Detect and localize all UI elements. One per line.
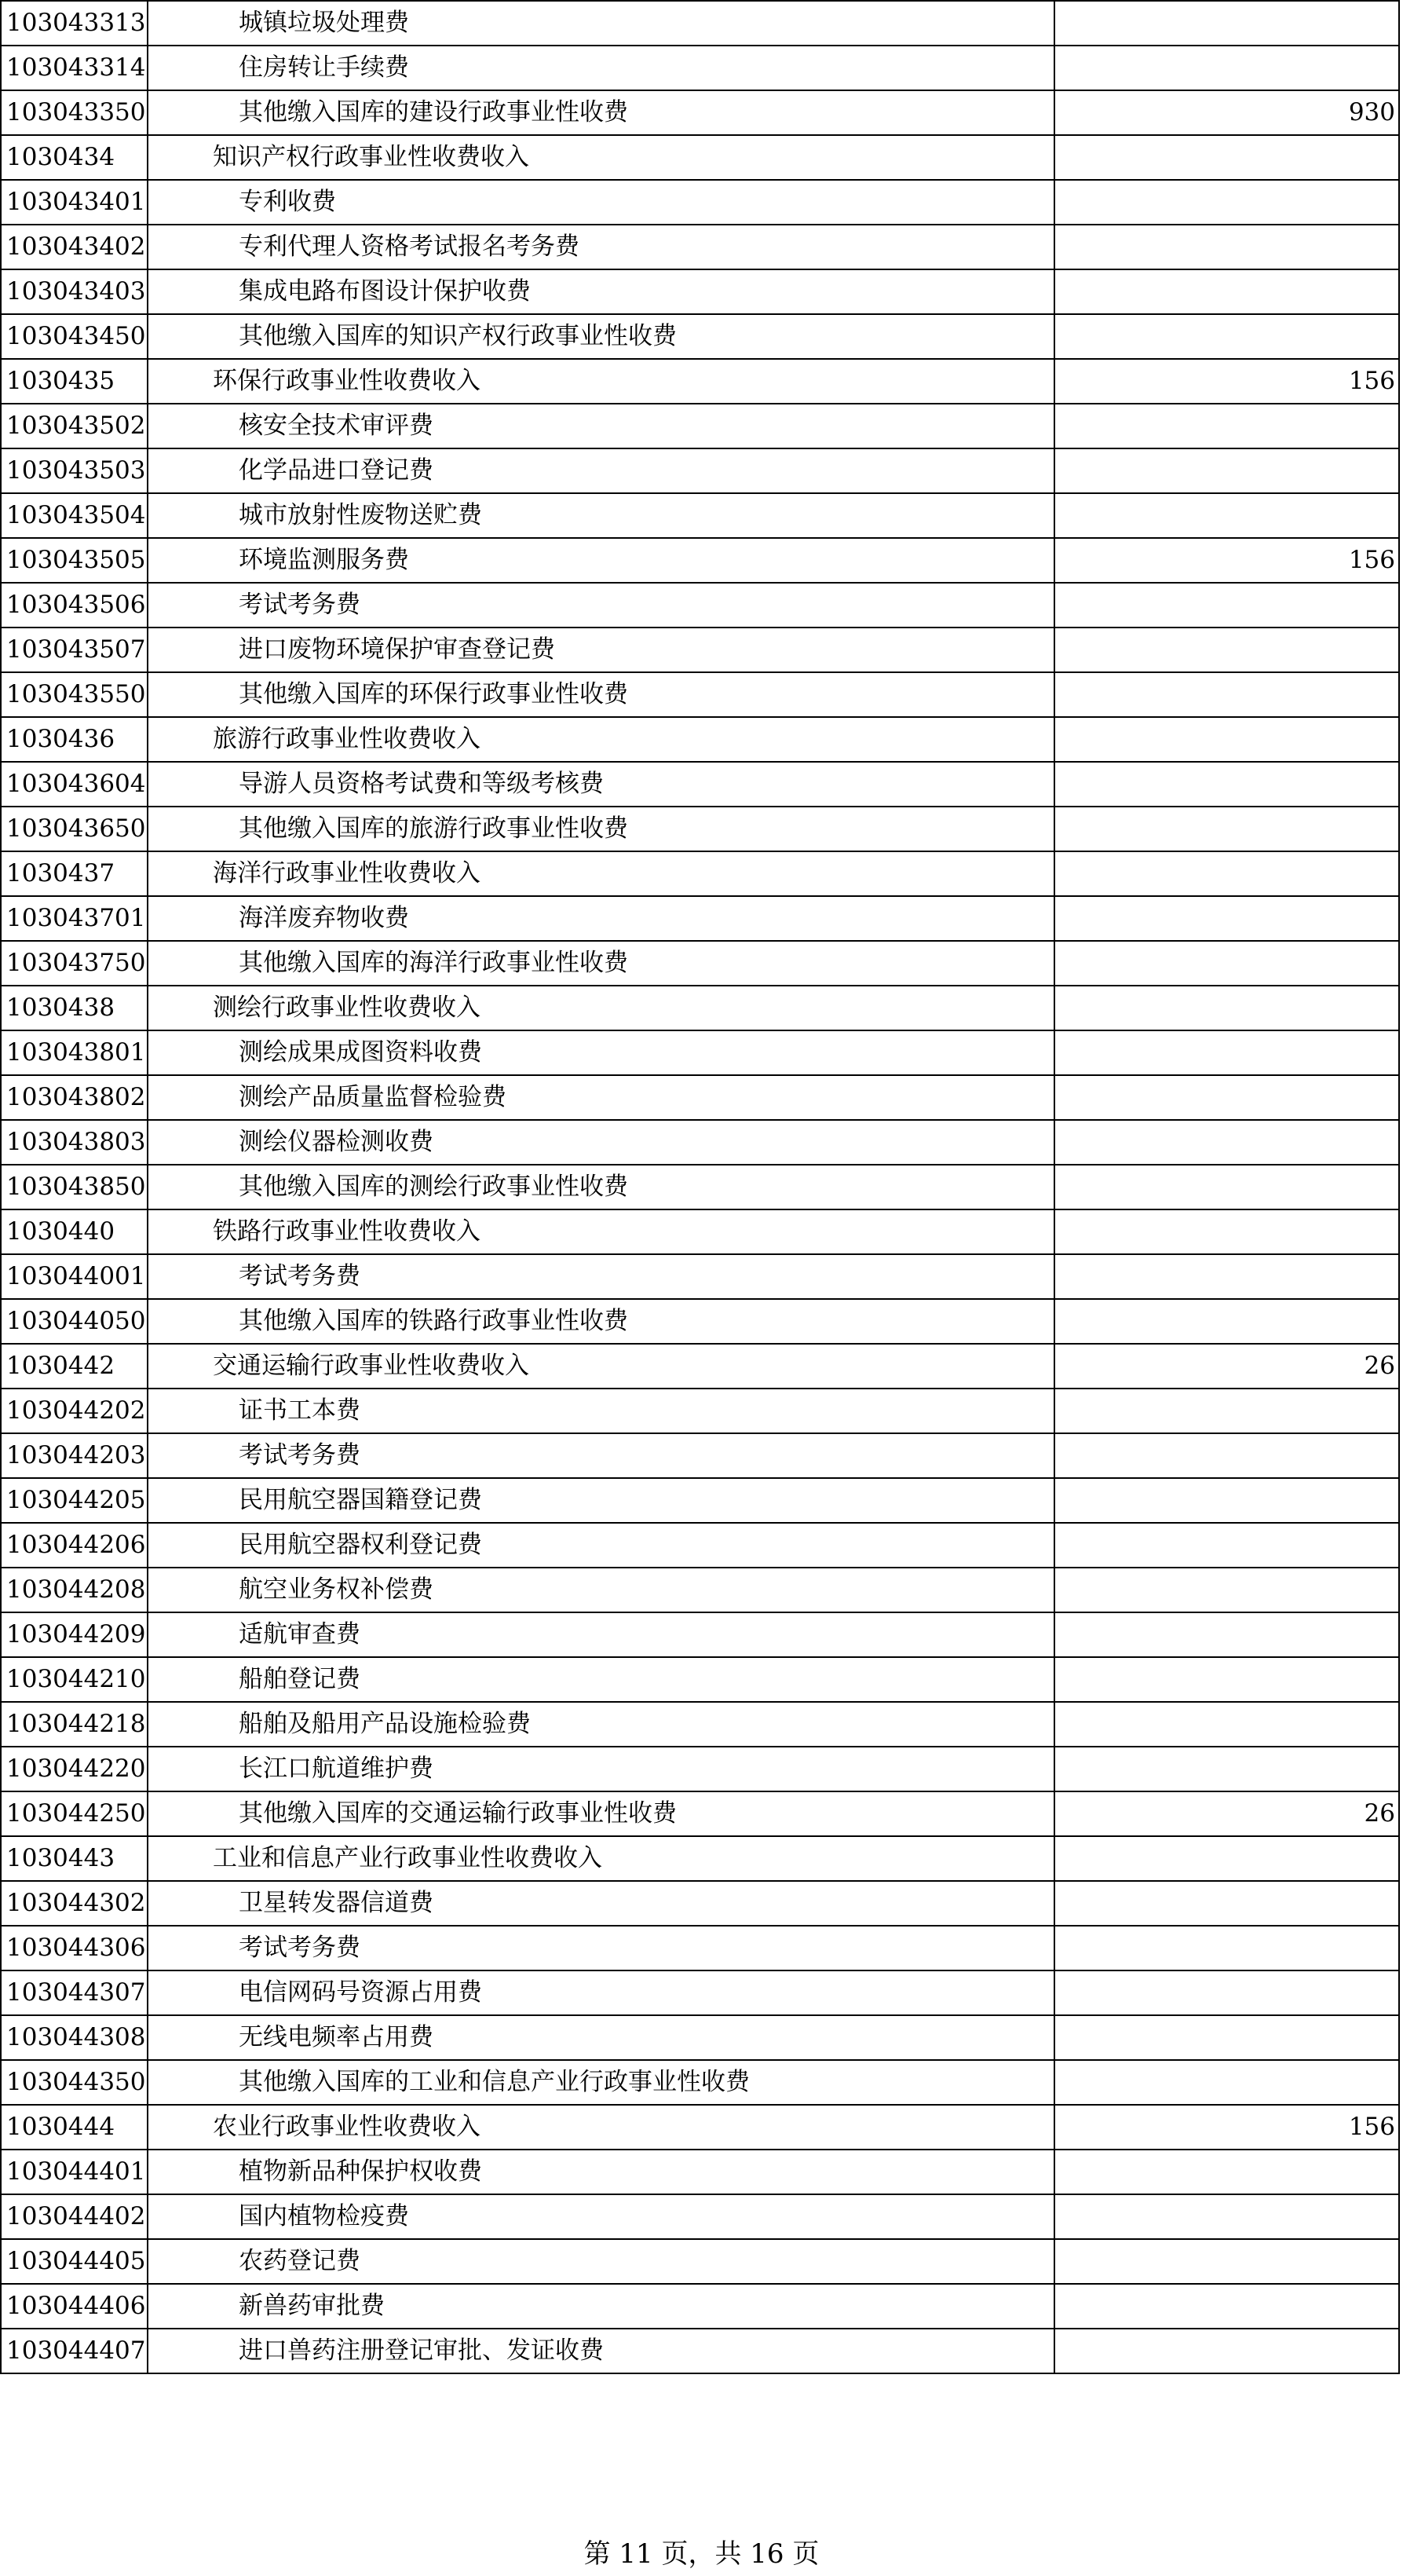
amount-cell <box>1054 46 1399 90</box>
account-code-cell: 103043505 <box>1 538 148 583</box>
item-name-cell: 植物新品种保护权收费 <box>148 2150 1054 2194</box>
table-row <box>1 1926 1399 1970</box>
amount-cell <box>1054 493 1399 538</box>
item-name-cell: 测绘仪器检测收费 <box>148 1120 1054 1165</box>
amount-cell <box>1054 717 1399 762</box>
amount-cell <box>1054 583 1399 628</box>
item-name-cell: 其他缴入国库的铁路行政事业性收费 <box>148 1299 1054 1344</box>
item-name-cell: 城镇垃圾处理费 <box>148 1 1054 46</box>
amount-cell <box>1054 2194 1399 2239</box>
amount-cell <box>1054 1836 1399 1881</box>
table-row <box>1 404 1399 448</box>
table-row <box>1 1433 1399 1478</box>
item-name-cell: 海洋废弃物收费 <box>148 896 1054 941</box>
account-code-cell: 103044203 <box>1 1433 148 1478</box>
account-code-cell: 103044205 <box>1 1478 148 1523</box>
table-row <box>1 583 1399 628</box>
item-name-cell: 无线电频率占用费 <box>148 2015 1054 2060</box>
table-row <box>1 2015 1399 2060</box>
table-row <box>1 1344 1399 1389</box>
amount-cell <box>1054 941 1399 986</box>
amount-cell <box>1054 2015 1399 2060</box>
amount-cell <box>1054 1568 1399 1612</box>
table-row <box>1 90 1399 135</box>
item-name-cell: 环境监测服务费 <box>148 538 1054 583</box>
account-code-cell: 103043502 <box>1 404 148 448</box>
item-name-cell: 铁路行政事业性收费收入 <box>148 1209 1054 1254</box>
item-name-cell: 长江口航道维护费 <box>148 1747 1054 1791</box>
item-name-cell: 证书工本费 <box>148 1389 1054 1433</box>
amount-cell <box>1054 1881 1399 1926</box>
account-code-cell: 103043801 <box>1 1030 148 1075</box>
item-name-cell: 其他缴入国库的交通运输行政事业性收费 <box>148 1791 1054 1836</box>
amount-cell: 156 <box>1054 538 1399 583</box>
amount-cell <box>1054 1389 1399 1433</box>
table-row <box>1 538 1399 583</box>
item-name-cell: 城市放射性废物送贮费 <box>148 493 1054 538</box>
account-code-cell: 103043403 <box>1 269 148 314</box>
item-name-cell: 其他缴入国库的测绘行政事业性收费 <box>148 1165 1054 1209</box>
amount-cell: 930 <box>1054 90 1399 135</box>
item-name-cell: 电信网码号资源占用费 <box>148 1970 1054 2015</box>
amount-cell <box>1054 762 1399 807</box>
amount-cell <box>1054 1478 1399 1523</box>
amount-cell <box>1054 1254 1399 1299</box>
item-name-cell: 测绘行政事业性收费收入 <box>148 986 1054 1030</box>
amount-cell <box>1054 404 1399 448</box>
amount-cell <box>1054 1433 1399 1478</box>
amount-cell <box>1054 448 1399 493</box>
amount-cell <box>1054 225 1399 269</box>
table-row <box>1 1254 1399 1299</box>
item-name-cell: 进口废物环境保护审查登记费 <box>148 628 1054 672</box>
account-code-cell: 103043314 <box>1 46 148 90</box>
account-code-cell: 103043450 <box>1 314 148 359</box>
amount-cell <box>1054 628 1399 672</box>
account-code-cell: 103043503 <box>1 448 148 493</box>
table-row <box>1 762 1399 807</box>
account-code-cell: 103043604 <box>1 762 148 807</box>
amount-cell <box>1054 1970 1399 2015</box>
account-code-cell: 103044202 <box>1 1389 148 1433</box>
item-name-cell: 工业和信息产业行政事业性收费收入 <box>148 1836 1054 1881</box>
amount-cell: 26 <box>1054 1791 1399 1836</box>
table-row <box>1 986 1399 1030</box>
account-code-cell: 103043701 <box>1 896 148 941</box>
account-code-cell: 103044350 <box>1 2060 148 2105</box>
amount-cell <box>1054 851 1399 896</box>
table-row <box>1 896 1399 941</box>
item-name-cell: 其他缴入国库的建设行政事业性收费 <box>148 90 1054 135</box>
table-row <box>1 1523 1399 1568</box>
table-row <box>1 2150 1399 2194</box>
account-code-cell: 1030442 <box>1 1344 148 1389</box>
account-code-cell: 103044308 <box>1 2015 148 2060</box>
table-row <box>1 941 1399 986</box>
item-name-cell: 国内植物检疫费 <box>148 2194 1054 2239</box>
item-name-cell: 考试考务费 <box>148 1254 1054 1299</box>
item-name-cell: 其他缴入国库的旅游行政事业性收费 <box>148 807 1054 851</box>
account-code-cell: 103043550 <box>1 672 148 717</box>
amount-cell <box>1054 135 1399 180</box>
table-row <box>1 1075 1399 1120</box>
account-code-cell: 103044401 <box>1 2150 148 2194</box>
table-row <box>1 851 1399 896</box>
amount-cell <box>1054 1030 1399 1075</box>
table-row <box>1 1299 1399 1344</box>
item-name-cell: 航空业务权补偿费 <box>148 1568 1054 1612</box>
amount-cell <box>1054 1747 1399 1791</box>
item-name-cell: 其他缴入国库的工业和信息产业行政事业性收费 <box>148 2060 1054 2105</box>
table-row <box>1 1702 1399 1747</box>
item-name-cell: 农药登记费 <box>148 2239 1054 2284</box>
amount-cell <box>1054 1299 1399 1344</box>
amount-cell <box>1054 896 1399 941</box>
table-row <box>1 672 1399 717</box>
item-name-cell: 测绘产品质量监督检验费 <box>148 1075 1054 1120</box>
amount-cell <box>1054 1120 1399 1165</box>
table-row <box>1 1389 1399 1433</box>
table-row <box>1 2329 1399 2373</box>
account-code-cell: 103044306 <box>1 1926 148 1970</box>
table-row <box>1 2060 1399 2105</box>
item-name-cell: 知识产权行政事业性收费收入 <box>148 135 1054 180</box>
amount-cell <box>1054 807 1399 851</box>
amount-cell <box>1054 1926 1399 1970</box>
account-code-cell: 103043401 <box>1 180 148 225</box>
item-name-cell: 交通运输行政事业性收费收入 <box>148 1344 1054 1389</box>
table-row <box>1 2284 1399 2329</box>
amount-cell: 156 <box>1054 2105 1399 2150</box>
account-code-cell: 103043803 <box>1 1120 148 1165</box>
amount-cell <box>1054 314 1399 359</box>
amount-cell <box>1054 1612 1399 1657</box>
item-name-cell: 专利代理人资格考试报名考务费 <box>148 225 1054 269</box>
table-row <box>1 1165 1399 1209</box>
amount-cell <box>1054 1523 1399 1568</box>
amount-cell: 156 <box>1054 359 1399 404</box>
item-name-cell: 海洋行政事业性收费收入 <box>148 851 1054 896</box>
account-code-cell: 103043313 <box>1 1 148 46</box>
item-name-cell: 卫星转发器信道费 <box>148 1881 1054 1926</box>
item-name-cell: 环保行政事业性收费收入 <box>148 359 1054 404</box>
account-code-cell: 1030438 <box>1 986 148 1030</box>
table-row <box>1 2239 1399 2284</box>
table-row <box>1 1568 1399 1612</box>
account-code-cell: 103043402 <box>1 225 148 269</box>
table-row <box>1 269 1399 314</box>
item-name-cell: 考试考务费 <box>148 1433 1054 1478</box>
account-code-cell: 1030435 <box>1 359 148 404</box>
amount-cell <box>1054 672 1399 717</box>
item-name-cell: 农业行政事业性收费收入 <box>148 2105 1054 2150</box>
table-row <box>1 1791 1399 1836</box>
table-row <box>1 717 1399 762</box>
item-name-cell: 新兽药审批费 <box>148 2284 1054 2329</box>
item-name-cell: 旅游行政事业性收费收入 <box>148 717 1054 762</box>
item-name-cell: 其他缴入国库的海洋行政事业性收费 <box>148 941 1054 986</box>
item-name-cell: 住房转让手续费 <box>148 46 1054 90</box>
amount-cell <box>1054 986 1399 1030</box>
account-code-cell: 1030436 <box>1 717 148 762</box>
table-row <box>1 46 1399 90</box>
table-row <box>1 1030 1399 1075</box>
amount-cell <box>1054 2284 1399 2329</box>
item-name-cell: 民用航空器权利登记费 <box>148 1523 1054 1568</box>
amount-cell <box>1054 269 1399 314</box>
account-code-cell: 103044001 <box>1 1254 148 1299</box>
table-row <box>1 1881 1399 1926</box>
account-code-cell: 103044406 <box>1 2284 148 2329</box>
account-code-cell: 103044307 <box>1 1970 148 2015</box>
table-row <box>1 1 1399 46</box>
account-code-cell: 1030443 <box>1 1836 148 1881</box>
item-name-cell: 考试考务费 <box>148 583 1054 628</box>
account-code-cell: 103044220 <box>1 1747 148 1791</box>
amount-cell <box>1054 1 1399 46</box>
table-row <box>1 314 1399 359</box>
table-row <box>1 1747 1399 1791</box>
table-row <box>1 448 1399 493</box>
page-footer: 第 11 页，共 16 页 <box>583 2538 820 2570</box>
account-code-cell: 103044250 <box>1 1791 148 1836</box>
table-row <box>1 807 1399 851</box>
account-code-cell: 103044302 <box>1 1881 148 1926</box>
item-name-cell: 导游人员资格考试费和等级考核费 <box>148 762 1054 807</box>
account-code-cell: 103043507 <box>1 628 148 672</box>
amount-cell <box>1054 1657 1399 1702</box>
account-code-cell: 1030434 <box>1 135 148 180</box>
table-row <box>1 135 1399 180</box>
account-code-cell: 103044206 <box>1 1523 148 1568</box>
item-name-cell: 船舶登记费 <box>148 1657 1054 1702</box>
amount-cell <box>1054 2329 1399 2373</box>
amount-cell <box>1054 2150 1399 2194</box>
account-code-cell: 103043350 <box>1 90 148 135</box>
amount-cell <box>1054 1209 1399 1254</box>
account-code-cell: 103044050 <box>1 1299 148 1344</box>
amount-cell <box>1054 2239 1399 2284</box>
account-code-cell: 1030437 <box>1 851 148 896</box>
table-row <box>1 180 1399 225</box>
item-name-cell: 测绘成果成图资料收费 <box>148 1030 1054 1075</box>
item-name-cell: 船舶及船用产品设施检验费 <box>148 1702 1054 1747</box>
item-name-cell: 其他缴入国库的知识产权行政事业性收费 <box>148 314 1054 359</box>
account-code-cell: 103043506 <box>1 583 148 628</box>
account-code-cell: 103044210 <box>1 1657 148 1702</box>
account-code-cell: 103043850 <box>1 1165 148 1209</box>
table-row <box>1 1478 1399 1523</box>
account-code-cell: 103044402 <box>1 2194 148 2239</box>
item-name-cell: 适航审查费 <box>148 1612 1054 1657</box>
amount-cell <box>1054 2060 1399 2105</box>
amount-cell <box>1054 1075 1399 1120</box>
item-name-cell: 核安全技术审评费 <box>148 404 1054 448</box>
table-row <box>1 1209 1399 1254</box>
amount-cell <box>1054 180 1399 225</box>
item-name-cell: 考试考务费 <box>148 1926 1054 1970</box>
amount-cell: 26 <box>1054 1344 1399 1389</box>
amount-cell <box>1054 1702 1399 1747</box>
table-row <box>1 359 1399 404</box>
item-name-cell: 化学品进口登记费 <box>148 448 1054 493</box>
table-row <box>1 1836 1399 1881</box>
account-code-cell: 1030444 <box>1 2105 148 2150</box>
item-name-cell: 民用航空器国籍登记费 <box>148 1478 1054 1523</box>
table-row <box>1 225 1399 269</box>
item-name-cell: 专利收费 <box>148 180 1054 225</box>
account-code-cell: 103043650 <box>1 807 148 851</box>
account-code-cell: 1030440 <box>1 1209 148 1254</box>
table-body <box>1 1 1399 2373</box>
table-row <box>1 2105 1399 2150</box>
account-code-cell: 103044407 <box>1 2329 148 2373</box>
account-code-cell: 103043802 <box>1 1075 148 1120</box>
item-name-cell: 进口兽药注册登记审批、发证收费 <box>148 2329 1054 2373</box>
table-row <box>1 628 1399 672</box>
account-code-cell: 103044405 <box>1 2239 148 2284</box>
account-code-cell: 103044218 <box>1 1702 148 1747</box>
table-row <box>1 1657 1399 1702</box>
item-name-cell: 其他缴入国库的环保行政事业性收费 <box>148 672 1054 717</box>
table-row <box>1 1612 1399 1657</box>
table-row <box>1 1970 1399 2015</box>
table-row <box>1 493 1399 538</box>
account-code-cell: 103044209 <box>1 1612 148 1657</box>
account-code-cell: 103043750 <box>1 941 148 986</box>
account-code-cell: 103044208 <box>1 1568 148 1612</box>
table-row <box>1 1120 1399 1165</box>
amount-cell <box>1054 1165 1399 1209</box>
account-code-cell: 103043504 <box>1 493 148 538</box>
item-name-cell: 集成电路布图设计保护收费 <box>148 269 1054 314</box>
table-row <box>1 2194 1399 2239</box>
